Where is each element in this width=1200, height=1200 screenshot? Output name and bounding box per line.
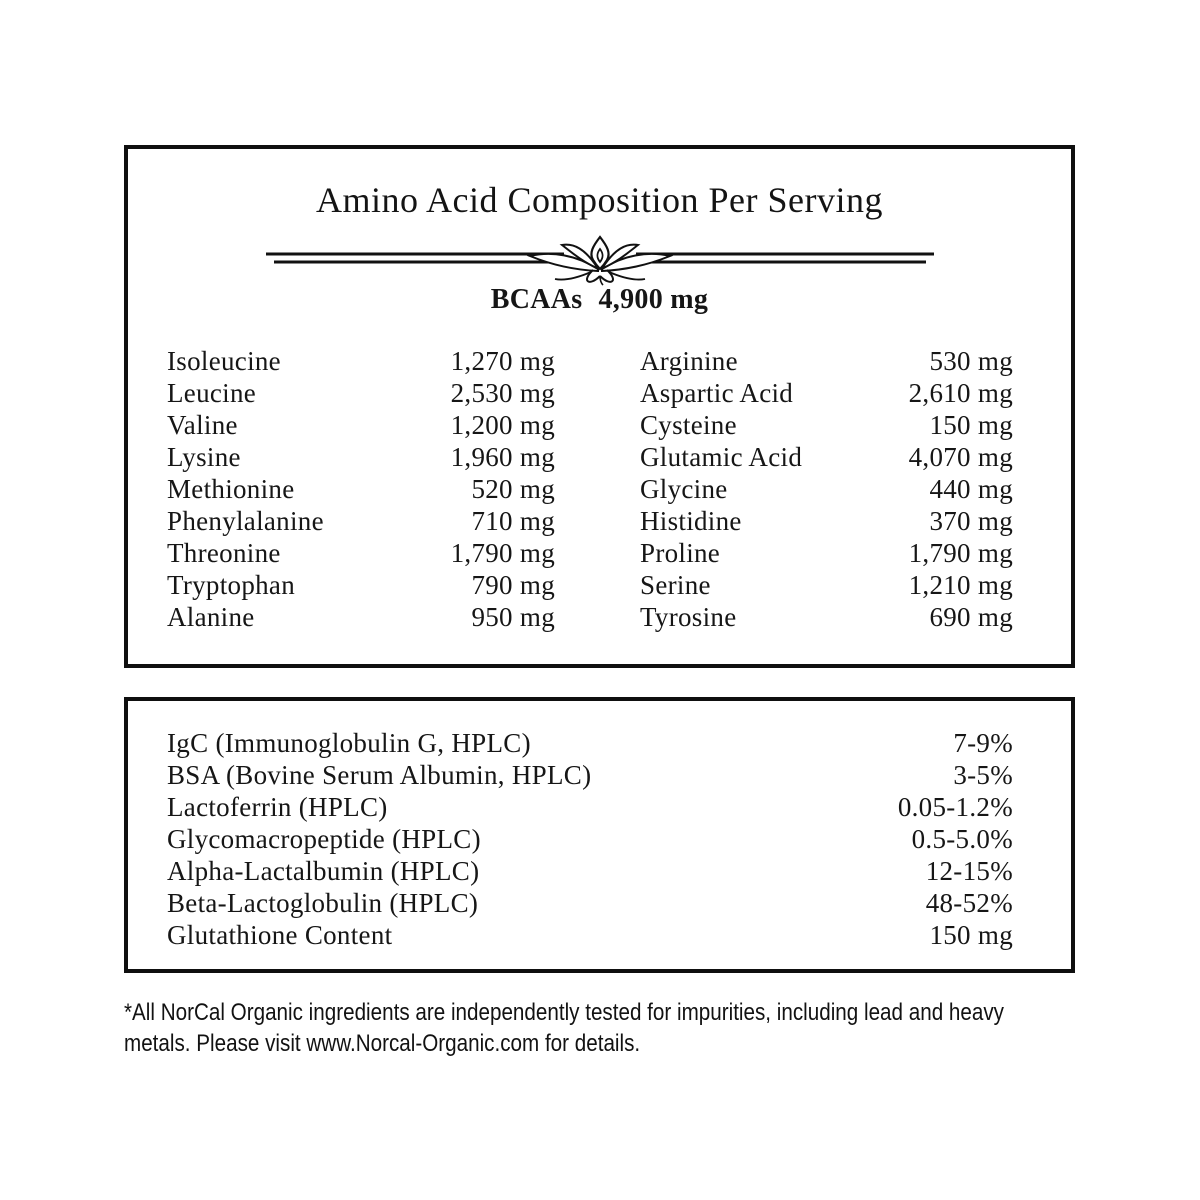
amino-row [167, 601, 555, 633]
amino-value: 2,610 mg [908, 378, 1013, 408]
bcaa-summary [128, 283, 1071, 317]
fraction-value: 12-15% [925, 856, 1013, 886]
fraction-row [167, 791, 1013, 823]
amino-row [640, 505, 1013, 537]
fraction-table [167, 727, 1013, 951]
protein-fractions-panel [124, 697, 1075, 973]
footnote-line: *All NorCal Organic ingredients are independently tested for impurities, including lead and heavy [124, 999, 1004, 1026]
amino-table [128, 345, 1071, 633]
amino-row [640, 441, 1013, 473]
amino-name: Cysteine [640, 410, 737, 440]
fraction-value: 0.05-1.2% [897, 792, 1013, 822]
amino-value: 690 mg [929, 602, 1013, 632]
amino-column-left [167, 345, 555, 633]
amino-row [640, 473, 1013, 505]
amino-composition-panel [124, 145, 1075, 668]
fraction-name: Alpha-Lactalbumin (HPLC) [167, 856, 480, 886]
amino-row [167, 377, 555, 409]
amino-name: Alanine [167, 602, 255, 632]
fraction-name: Beta-Lactoglobulin (HPLC) [167, 888, 479, 918]
fraction-value: 7-9% [953, 728, 1013, 758]
amino-row [640, 377, 1013, 409]
amino-value: 1,200 mg [450, 410, 555, 440]
amino-name: Serine [640, 570, 711, 600]
amino-value: 530 mg [929, 346, 1013, 376]
fraction-value: 0.5-5.0% [911, 824, 1013, 854]
amino-row [640, 537, 1013, 569]
fraction-row [167, 855, 1013, 887]
amino-row [640, 409, 1013, 441]
bcaa-value: 4,900 mg [598, 284, 709, 315]
fraction-row [167, 823, 1013, 855]
amino-name: Tryptophan [167, 570, 296, 600]
amino-value: 950 mg [471, 602, 555, 632]
fraction-name: BSA (Bovine Serum Albumin, HPLC) [167, 760, 592, 790]
amino-name: Threonine [167, 538, 281, 568]
amino-row [167, 473, 555, 505]
fraction-name: Glycomacropeptide (HPLC) [167, 824, 481, 854]
amino-name: Tyrosine [640, 602, 737, 632]
fraction-name: IgC (Immunoglobulin G, HPLC) [167, 728, 531, 758]
floral-divider-icon [264, 235, 936, 287]
amino-name: Glycine [640, 474, 728, 504]
amino-value: 790 mg [471, 570, 555, 600]
fraction-row [167, 919, 1013, 951]
amino-name: Valine [167, 410, 238, 440]
footnote [124, 997, 1036, 1059]
amino-value: 1,960 mg [450, 442, 555, 472]
amino-name: Isoleucine [167, 346, 281, 376]
amino-value: 520 mg [471, 474, 555, 504]
fraction-value: 48-52% [925, 888, 1013, 918]
amino-value: 4,070 mg [908, 442, 1013, 472]
amino-name: Glutamic Acid [640, 442, 803, 472]
amino-row [167, 569, 555, 601]
amino-row [167, 345, 555, 377]
fraction-row [167, 759, 1013, 791]
amino-value: 1,210 mg [908, 570, 1013, 600]
amino-name: Methionine [167, 474, 295, 504]
amino-name: Lysine [167, 442, 241, 472]
footnote-line: metals. Please visit www.Norcal-Organic.com for details. [124, 1030, 641, 1057]
fraction-value: 3-5% [953, 760, 1013, 790]
amino-row [167, 505, 555, 537]
amino-name: Aspartic Acid [640, 378, 794, 408]
amino-row [640, 601, 1013, 633]
amino-value: 1,790 mg [450, 538, 555, 568]
amino-value: 2,530 mg [450, 378, 555, 408]
amino-value: 370 mg [929, 506, 1013, 536]
fraction-row [167, 887, 1013, 919]
amino-value: 150 mg [929, 410, 1013, 440]
amino-row [167, 441, 555, 473]
page-title: Amino Acid Composition Per Serving [315, 180, 883, 220]
amino-value: 1,790 mg [908, 538, 1013, 568]
amino-value: 440 mg [929, 474, 1013, 504]
amino-value: 1,270 mg [450, 346, 555, 376]
amino-row [640, 345, 1013, 377]
fraction-value: 150 mg [929, 920, 1013, 950]
amino-column-right [640, 345, 1013, 633]
amino-name: Histidine [640, 506, 742, 536]
amino-row [640, 569, 1013, 601]
fraction-name: Glutathione Content [167, 920, 393, 950]
amino-name: Proline [640, 538, 721, 568]
fraction-row [167, 727, 1013, 759]
decorative-divider [128, 235, 1071, 287]
bcaa-label: BCAAs [490, 284, 583, 315]
amino-name: Arginine [640, 346, 738, 376]
amino-name: Phenylalanine [167, 506, 324, 536]
amino-name: Leucine [167, 378, 257, 408]
amino-row [167, 409, 555, 441]
amino-value: 710 mg [471, 506, 555, 536]
amino-row [167, 537, 555, 569]
fraction-name: Lactoferrin (HPLC) [167, 792, 388, 822]
